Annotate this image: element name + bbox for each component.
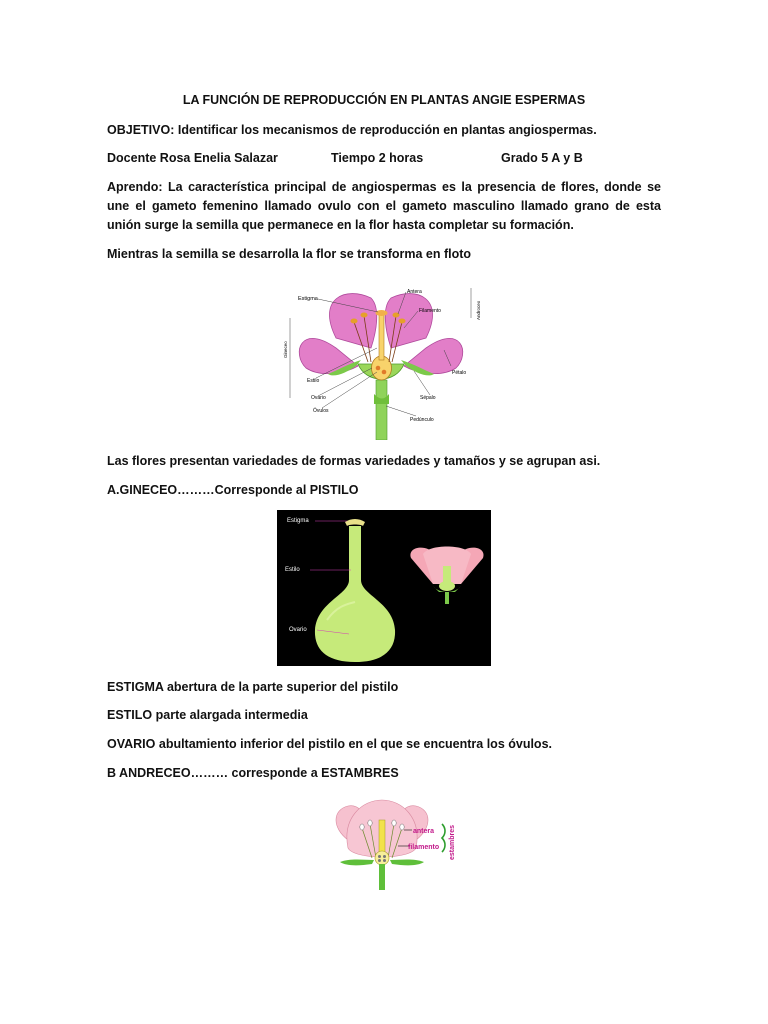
definition-term: ESTILO xyxy=(107,708,153,722)
definition-term: ESTIGMA xyxy=(107,680,164,694)
fig1-label-ovulos: Óvulos xyxy=(313,408,329,414)
fig1-label-sepalo: Sépalo xyxy=(420,395,436,401)
seed-development-line: Mientras la semilla se desarrolla la flor se transforma en floto xyxy=(107,247,472,261)
definition-term: OVARIO xyxy=(107,737,156,751)
objective-label: OBJETIVO: xyxy=(107,123,175,137)
pistil-figure xyxy=(277,510,491,666)
fig2-label-estilo: Estilo xyxy=(285,567,300,573)
varieties-line: Las flores presentan variedades de formas variedades y tamaños y se agrupan asi. xyxy=(107,454,601,468)
fig1-label-filamento: Filamento xyxy=(419,308,441,314)
definition-estigma xyxy=(107,678,398,697)
gineceo-heading: A.GINECEO………Corresponde al PISTILO xyxy=(107,483,359,497)
definition-ovario xyxy=(107,735,552,754)
fig1-label-androceo: Androceo xyxy=(476,300,481,320)
fig1-label-pedunculo: Pedúnculo xyxy=(410,417,434,423)
objective-line xyxy=(107,121,597,140)
definition-estilo xyxy=(107,706,308,725)
definition-text: parte alargada intermedia xyxy=(152,708,308,722)
stamens-figure xyxy=(318,798,462,892)
definition-text: abultamiento inferior del pistilo en el que se encuentra los óvulos. xyxy=(155,737,552,751)
teacher-name: Docente Rosa Enelia Salazar xyxy=(107,151,278,165)
fig3-label-antera: antera xyxy=(413,828,435,835)
definition-text: abertura de la parte superior del pistilo xyxy=(163,680,399,694)
class-duration: Tiempo 2 horas xyxy=(331,151,424,165)
fig3-label-filamento: filamento xyxy=(408,844,440,851)
fig1-label-estigma: Estigma xyxy=(298,296,318,302)
fig1-label-petalo: Pétalo xyxy=(452,370,467,376)
fig1-label-antera: Antera xyxy=(407,289,422,295)
grade-label: Grado 5 A y B xyxy=(501,151,583,165)
aprendo-paragraph: Aprendo: La característica principal de angiospermas es la presencia de flores, donde se une el gameto femenino llamado ovulo con el gameto masculino llamado grano de esta unión surge la semilla que permanece en la flor hasta completar su formación. xyxy=(107,180,661,232)
objective-text: Identificar los mecanismos de reproducción en plantas angiospermas. xyxy=(174,123,597,137)
fig2-label-ovario: Ovario xyxy=(289,627,307,633)
flower-anatomy-figure xyxy=(276,278,491,440)
document-title: LA FUNCIÓN DE REPRODUCCIÓN EN PLANTAS ANGIE ESPERMAS xyxy=(182,93,586,107)
androceo-heading: B ANDRECEO……… corresponde a ESTAMBRES xyxy=(107,766,399,780)
fig2-label-estigma: Estigma xyxy=(287,518,309,524)
stamens-brace xyxy=(442,824,445,852)
fig1-label-ovario: Ovario xyxy=(311,395,326,401)
fig3-label-estambres: estambres xyxy=(449,824,456,860)
fig1-label-estilo: Estilo xyxy=(307,378,320,384)
fig1-label-gineceo: Gineceo xyxy=(283,341,288,358)
